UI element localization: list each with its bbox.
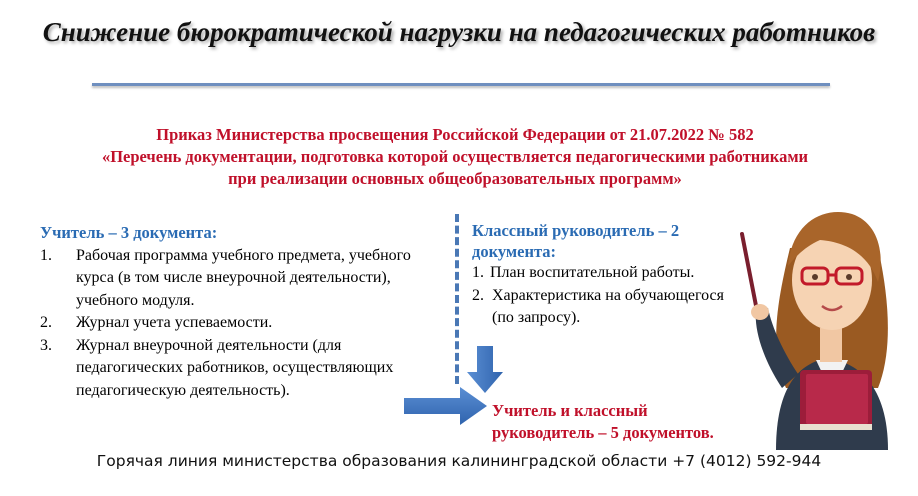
list-text: Рабочая программа учебного предмета, учебного курса (в том числе внеурочной деятельности), учебного модуля. bbox=[76, 246, 411, 309]
list-text: Журнал внеурочной деятельности (для педагогических работников, осуществляющих педагогическую деятельность). bbox=[76, 336, 394, 399]
list-text: Характеристика на обучающегося (по запросу). bbox=[492, 286, 725, 326]
title-underline bbox=[92, 83, 830, 86]
result-line-1: Учитель и классный bbox=[492, 401, 648, 420]
teacher-documents bbox=[40, 222, 420, 402]
list-number: 1. bbox=[40, 246, 52, 264]
column-divider bbox=[455, 214, 459, 384]
order-line-3: при реализации основных общеобразовательных программ» bbox=[228, 169, 682, 188]
class-teacher-documents bbox=[472, 220, 742, 330]
result-summary bbox=[492, 400, 714, 444]
page-title: Снижение бюрократической нагрузки на педагогических работников bbox=[42, 17, 876, 47]
list-number: 1. bbox=[472, 264, 484, 281]
list-item bbox=[40, 312, 420, 335]
list-item bbox=[472, 285, 742, 330]
order-reference bbox=[30, 124, 880, 190]
teacher-illustration bbox=[728, 188, 914, 450]
teacher-heading: Учитель – 3 документа: bbox=[40, 223, 218, 242]
list-item bbox=[40, 335, 420, 403]
list-item bbox=[472, 262, 742, 285]
class-teacher-heading: Классный руководитель – 2 документа: bbox=[472, 221, 680, 261]
list-item bbox=[40, 245, 420, 313]
list-text: План воспитательной работы. bbox=[490, 264, 695, 281]
list-number: 3. bbox=[40, 336, 52, 354]
hotline-text: Горячая линия министерства образования калининградской области +7 (4012) 592-944 bbox=[96, 452, 822, 470]
arrow-right-icon bbox=[404, 386, 488, 426]
list-number: 2. bbox=[472, 286, 484, 304]
order-line-2: «Перечень документации, подготовка которой осуществляется педагогическими работниками bbox=[101, 147, 809, 166]
list-text: Журнал учета успеваемости. bbox=[76, 314, 273, 331]
teacher-list bbox=[40, 245, 420, 403]
class-teacher-list bbox=[472, 262, 742, 330]
list-number: 2. bbox=[40, 314, 52, 331]
order-line-1: Приказ Министерства просвещения Российской Федерации от 21.07.2022 № 582 bbox=[156, 125, 754, 144]
result-line-2: руководитель – 5 документов. bbox=[492, 423, 714, 442]
